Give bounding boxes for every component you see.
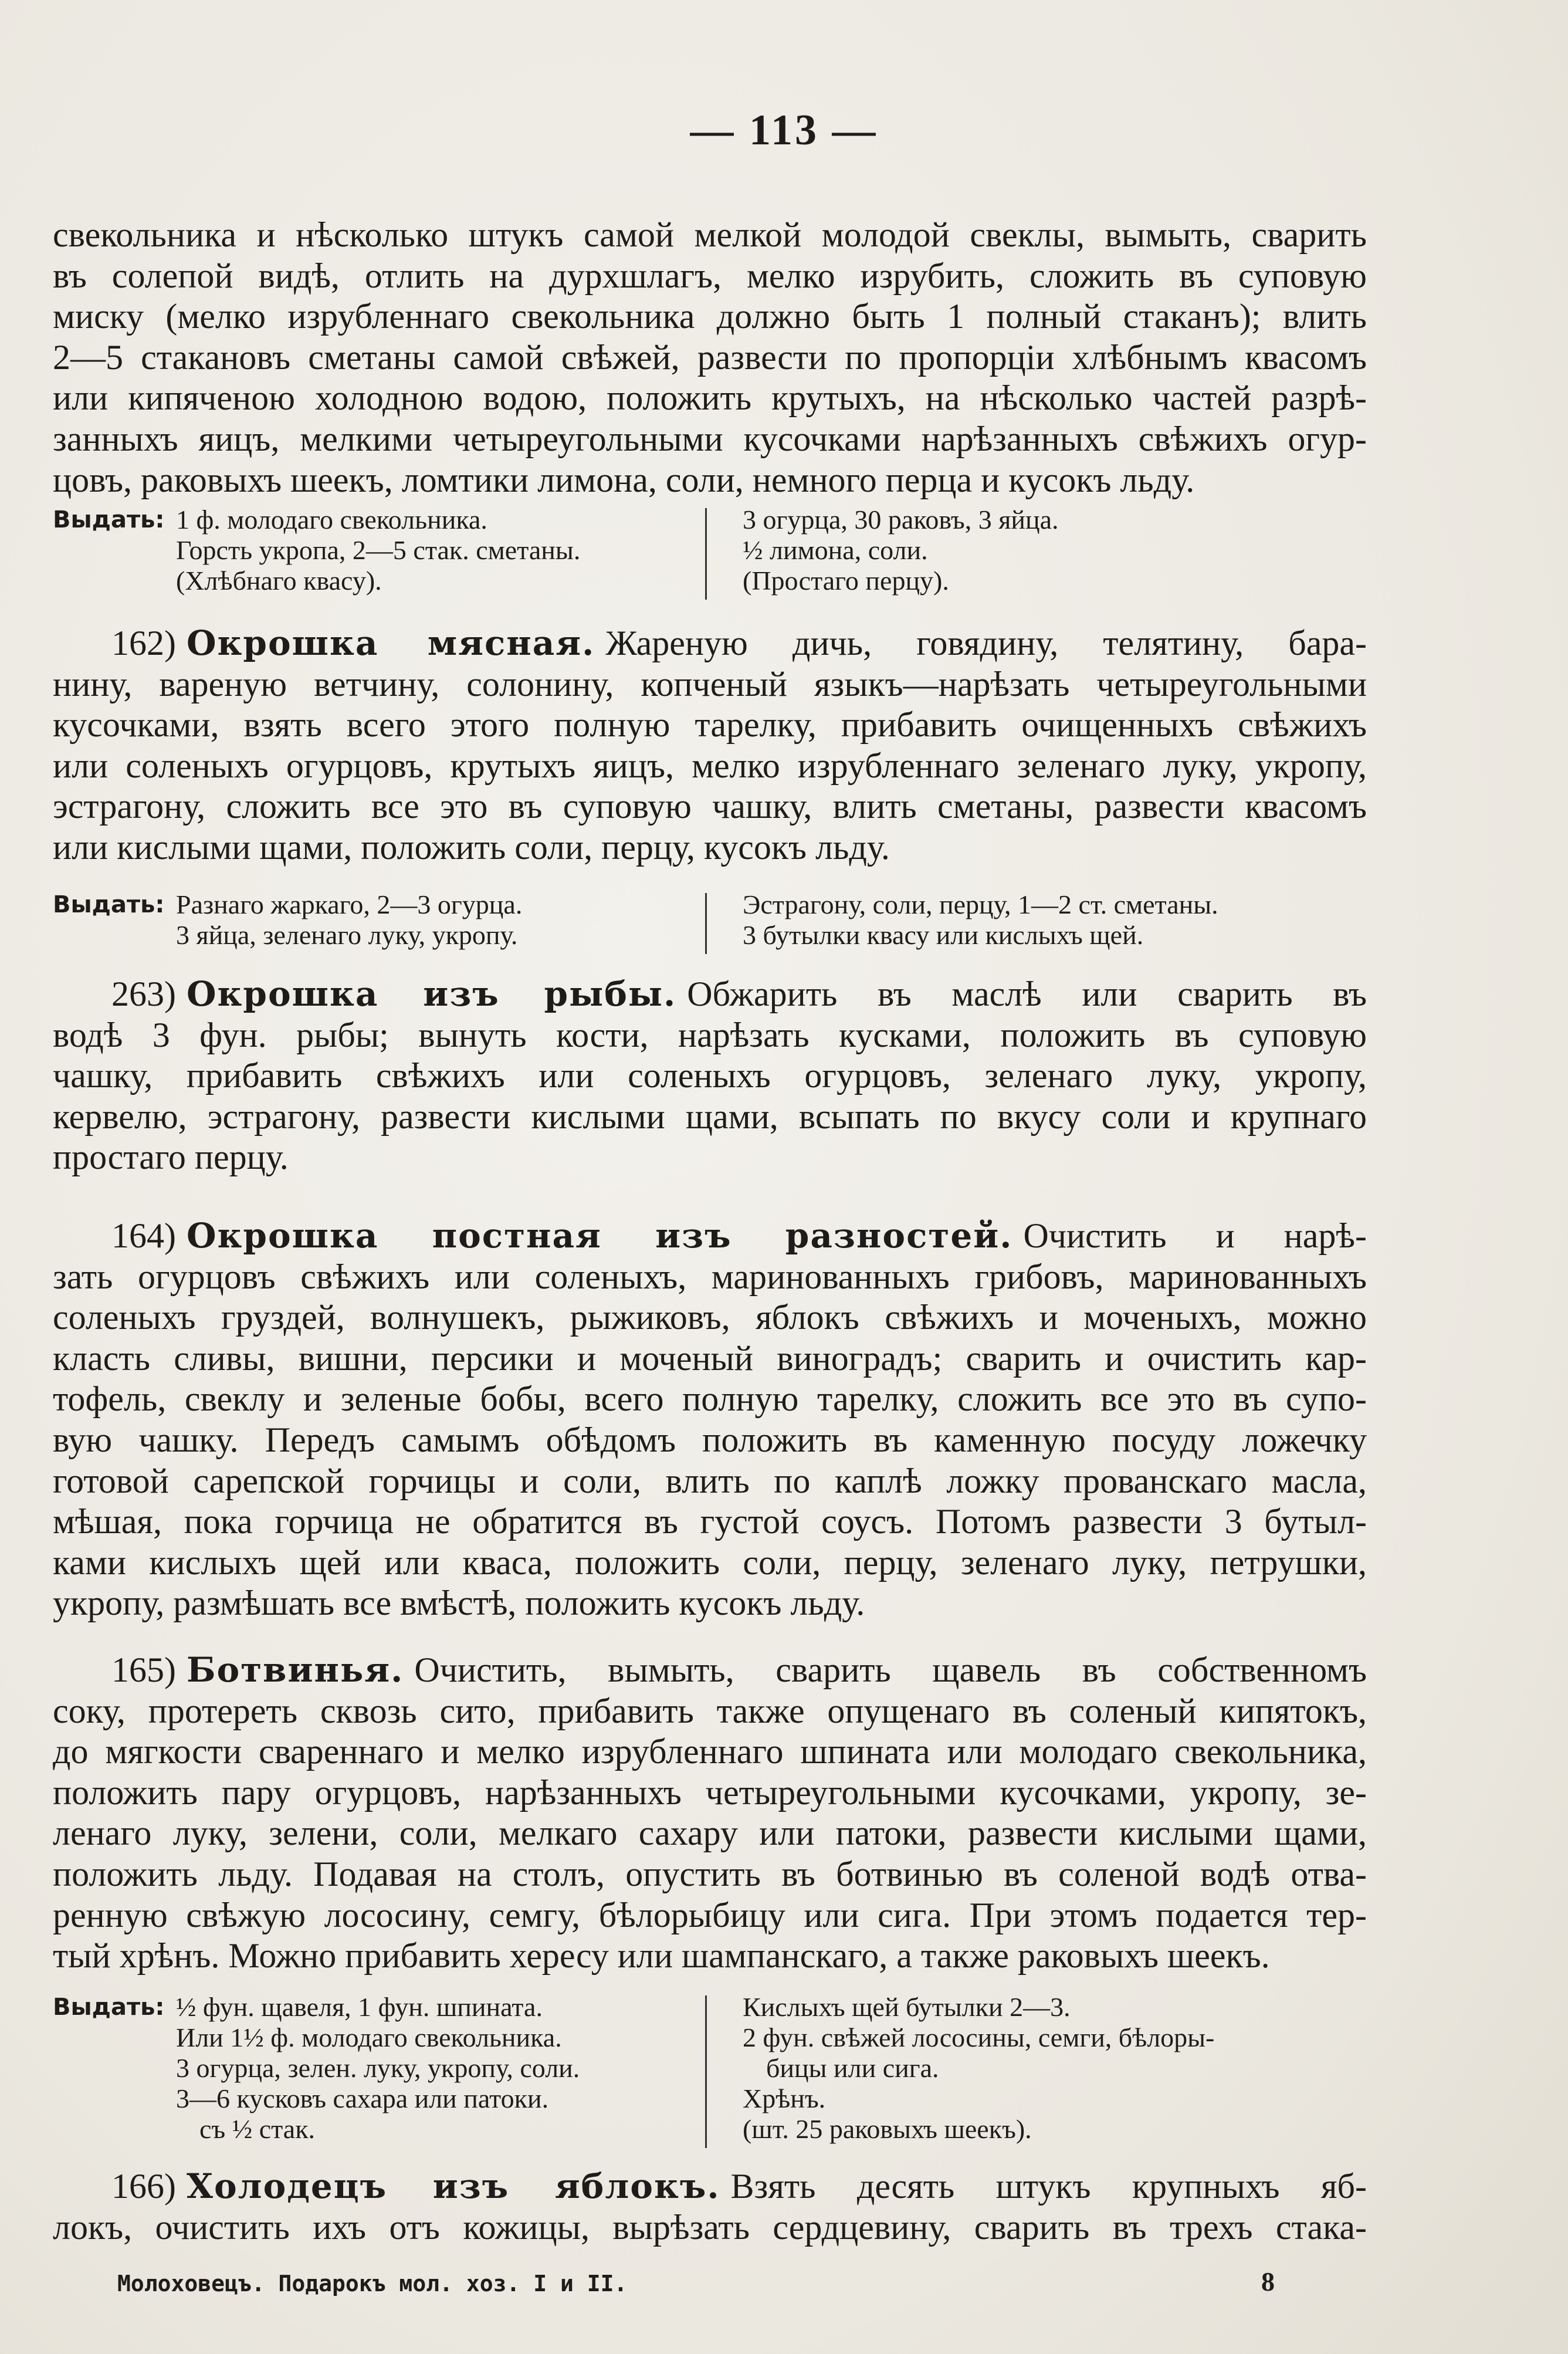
paragraph bbox=[53, 2166, 1367, 2248]
footer-signature: Молоховецъ. Подарокъ мол. хоз. I и II. bbox=[117, 2271, 628, 2296]
paragraph bbox=[53, 215, 1367, 500]
text-line: цовъ, раковыхъ шеекъ, ломтики лимона, соли, немного перца и кусокъ льду. bbox=[53, 460, 1195, 499]
text-line: тофель, свеклу и зеленые бобы, всего полную тарелку, сложить все это въ супо- bbox=[53, 1379, 1367, 1419]
paragraph-first-line bbox=[53, 2166, 1367, 2207]
yield-label: Выдать: bbox=[53, 1994, 165, 2021]
text-line: зать огурцовъ свѣжихъ или соленыхъ, маринованныхъ грибовъ, маринованныхъ bbox=[53, 1257, 1367, 1296]
paragraph-first-line bbox=[53, 974, 1367, 1015]
text-line: ленаго луку, зелени, соли, мелкаго сахару или патоки, развести кислыми щами, bbox=[53, 1814, 1367, 1853]
yield-column-left bbox=[176, 505, 580, 596]
text-line: или кипяченою холодною водою, положить крутыхъ, на нѣсколько частей разрѣ- bbox=[53, 378, 1367, 418]
text-line: тый хрѣнъ. Можно прибавить хересу или шампанскаго, а также раковыхъ шеекъ. bbox=[53, 1936, 1270, 1976]
text-run: Очистить, вымыть, сварить щавель въ собственномъ bbox=[414, 1650, 1367, 1689]
page-number: — 113 — bbox=[690, 106, 878, 154]
paragraph-first-line bbox=[53, 623, 1367, 664]
text-run: Взять десять штукъ крупныхъ яб- bbox=[730, 2167, 1367, 2206]
text-line: укропу, размѣшать все вмѣстѣ, положить кусокъ льду. bbox=[53, 1584, 865, 1623]
text-line: соку, протереть сквозь сито, прибавить также опущенаго въ соленый кипятокъ, bbox=[53, 1691, 1367, 1730]
yield-item: 1 ф. молодаго свекольника. bbox=[176, 505, 487, 535]
text-line: занныхъ яицъ, мелкими четыреугольными кусочками нарѣзанныхъ свѣжихъ огур- bbox=[53, 419, 1367, 458]
text-run: Обжарить въ маслѣ или сварить въ bbox=[687, 975, 1367, 1013]
text-line: эстрагону, сложить все это въ суповую чашку, влить сметаны, развести квасомъ bbox=[53, 787, 1367, 826]
yield-item: 3 бутылки квасу или кислыхъ щей. bbox=[743, 920, 1144, 950]
recipe-number: 263) bbox=[111, 975, 176, 1013]
yield-column-right bbox=[743, 505, 1059, 596]
paragraph-first-line bbox=[53, 1216, 1367, 1257]
yield-column-right bbox=[743, 1992, 1214, 2145]
text-line: кусочками, взять всего этого полную тарелку, прибавить очищенныхъ свѣжихъ bbox=[53, 705, 1367, 745]
text-line: свекольника и нѣсколько штукъ самой мелкой молодой свеклы, вымыть, сварить bbox=[53, 215, 1367, 254]
column-divider bbox=[705, 1996, 707, 2148]
text-line: ренную свѣжую лососину, семгу, бѣлорыбицу или сига. При этомъ подается тер- bbox=[53, 1895, 1367, 1934]
yield-item: 3—6 кусковъ сахара или патоки. bbox=[176, 2084, 549, 2113]
recipe-number: 162) bbox=[111, 624, 176, 662]
yield-item: бицы или сига. bbox=[766, 2053, 939, 2083]
text-line: нину, вареную ветчину, солонину, копченый языкъ—нарѣзать четыреугольными bbox=[53, 664, 1367, 704]
text-line: простаго перцу. bbox=[53, 1138, 289, 1177]
text-line: 2—5 стакановъ сметаны самой свѣжей, развести по пропорціи хлѣбнымъ квасомъ bbox=[53, 337, 1367, 377]
text-run: Очистить и нарѣ- bbox=[1023, 1216, 1367, 1255]
yield-item: ½ фун. щавеля, 1 фун. шпината. bbox=[176, 1992, 543, 2022]
yield-item: Или 1½ ф. молодаго свекольника. bbox=[176, 2022, 562, 2052]
text-line: до мягкости свареннаго и мелко изрубленнаго шпината или молодаго свекольника, bbox=[53, 1732, 1367, 1771]
text-line: водѣ 3 фун. рыбы; вынуть кости, нарѣзать кусками, положить въ суповую bbox=[53, 1015, 1367, 1054]
yield-item: 3 огурца, зелен. луку, укропу, соли. bbox=[176, 2053, 580, 2083]
yield-item: 2 фун. свѣжей лососины, семги, бѣлоры- bbox=[743, 2022, 1215, 2052]
text-run: Жареную дичь, говядину, телятину, бара- bbox=[605, 624, 1367, 662]
paragraph bbox=[53, 1650, 1367, 1977]
yield-column-right bbox=[743, 889, 1218, 951]
yield-item: Разнаго жаркаго, 2—3 огурца. bbox=[176, 889, 523, 919]
yield-label: Выдать: bbox=[53, 506, 165, 533]
recipe-title: Окрошка мясная. bbox=[186, 623, 595, 663]
text-line: мѣшая, пока горчица не обратится въ густой соусъ. Потомъ развести 3 бутыл- bbox=[53, 1502, 1367, 1541]
recipe-title: Окрошка постная изъ разностей. bbox=[186, 1216, 1013, 1256]
footer-sheet-number: 8 bbox=[1261, 2267, 1275, 2296]
yield-item: съ ½ стак. bbox=[199, 2114, 316, 2144]
yield-item: (шт. 25 раковыхъ шеекъ). bbox=[743, 2114, 1032, 2144]
text-line: кервелю, эстрагону, развести кислыми щами, всыпать по вкусу соли и крупнаго bbox=[53, 1097, 1367, 1136]
yield-item: 3 яйца, зеленаго луку, укропу. bbox=[176, 920, 518, 950]
text-line: вую чашку. Передъ самымъ обѣдомъ положить въ каменную посуду ложечку bbox=[53, 1420, 1367, 1459]
text-line: въ солепой видѣ, отлить на дурхшлагъ, мелко изрубить, сложить въ суповую bbox=[53, 256, 1367, 295]
yield-item: (Простаго перцу). bbox=[743, 566, 949, 596]
paragraph-first-line bbox=[53, 1650, 1367, 1691]
paragraph bbox=[53, 974, 1367, 1178]
column-divider bbox=[705, 893, 707, 954]
text-line: положить льду. Подавая на столъ, опустить въ ботвинью въ соленой водѣ отва- bbox=[53, 1854, 1367, 1893]
text-line: положить пару огурцовъ, нарѣзанныхъ четыреугольными кусочками, укропу, зе- bbox=[53, 1773, 1367, 1812]
paragraph bbox=[53, 1216, 1367, 1624]
recipe-title: Ботвинья. bbox=[186, 1650, 404, 1690]
text-line: чашку, прибавить свѣжихъ или соленыхъ огурцовъ, зеленаго луку, укропу, bbox=[53, 1056, 1367, 1095]
text-line: класть сливы, вишни, персики и моченый виноградъ; сварить и очистить кар- bbox=[53, 1338, 1367, 1378]
text-line: ками кислыхъ щей или кваса, положить соли, перцу, зеленаго луку, петрушки, bbox=[53, 1543, 1367, 1582]
yield-column-left bbox=[176, 1992, 580, 2145]
text-line: соленыхъ груздей, волнушекъ, рыжиковъ, яблокъ свѣжихъ и моченыхъ, можно bbox=[53, 1298, 1367, 1337]
paragraph bbox=[53, 623, 1367, 868]
recipe-number: 166) bbox=[111, 2167, 176, 2206]
yield-item: Эстрагону, соли, перцу, 1—2 ст. сметаны. bbox=[743, 889, 1218, 919]
yield-item: Кислыхъ щей бутылки 2—3. bbox=[743, 1992, 1071, 2022]
yield-label: Выдать: bbox=[53, 891, 165, 918]
recipe-number: 164) bbox=[111, 1216, 176, 1255]
recipe-title: Холодецъ изъ яблокъ. bbox=[186, 2166, 720, 2206]
yield-column-left bbox=[176, 889, 522, 951]
yield-item: (Хлѣбнаго квасу). bbox=[176, 566, 382, 596]
yield-item: ½ лимона, соли. bbox=[743, 535, 928, 565]
column-divider bbox=[705, 508, 707, 600]
text-line: готовой сарепской горчицы и соли, влить по каплѣ ложку прованскаго масла, bbox=[53, 1461, 1367, 1500]
yield-item: Горсть укропа, 2—5 стак. сметаны. bbox=[176, 535, 581, 565]
text-line: миску (мелко изрубленнаго свекольника должно быть 1 полный стаканъ); влить bbox=[53, 297, 1367, 336]
recipe-number: 165) bbox=[111, 1650, 176, 1689]
yield-item: 3 огурца, 30 раковъ, 3 яйца. bbox=[743, 505, 1059, 535]
recipe-title: Окрошка изъ рыбы. bbox=[186, 974, 677, 1014]
yield-item: Хрѣнъ. bbox=[743, 2084, 826, 2113]
text-line: или соленыхъ огурцовъ, крутыхъ яицъ, мелко изрубленнаго зеленаго луку, укропу, bbox=[53, 746, 1367, 785]
text-line: или кислыми щами, положить соли, перцу, кусокъ льду. bbox=[53, 827, 890, 867]
text-line: локъ, очистить ихъ отъ кожицы, вырѣзать сердцевину, сварить въ трехъ стака- bbox=[53, 2207, 1367, 2247]
